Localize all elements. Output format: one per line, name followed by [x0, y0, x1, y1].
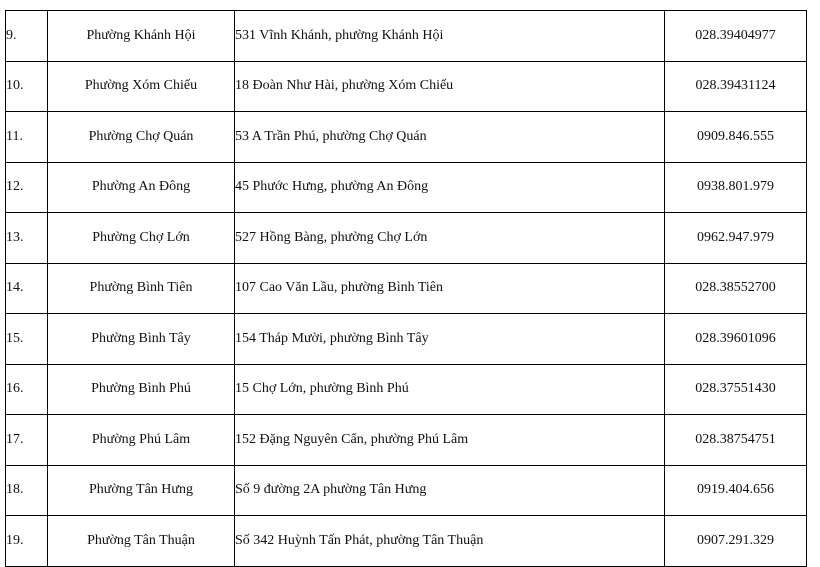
table-row — [6, 61, 807, 112]
ward-phone: 028.37551430 — [665, 364, 807, 415]
ward-name: Phường Tân Thuận — [48, 516, 235, 567]
row-number: 18. — [6, 465, 48, 516]
row-number: 16. — [6, 364, 48, 415]
ward-phone: 028.39601096 — [665, 314, 807, 365]
ward-name: Phường Tân Hưng — [48, 465, 235, 516]
row-number: 15. — [6, 314, 48, 365]
table-row — [6, 516, 807, 567]
ward-address: 53 A Trần Phú, phường Chợ Quán — [235, 112, 665, 163]
ward-name: Phường Bình Tây — [48, 314, 235, 365]
ward-phone: 028.39404977 — [665, 11, 807, 62]
ward-phone: 028.39431124 — [665, 61, 807, 112]
ward-name: Phường Chợ Quán — [48, 112, 235, 163]
ward-address: 527 Hồng Bàng, phường Chợ Lớn — [235, 213, 665, 264]
row-number: 10. — [6, 61, 48, 112]
ward-name: Phường An Đông — [48, 162, 235, 213]
ward-phone: 0938.801.979 — [665, 162, 807, 213]
table-row — [6, 11, 807, 62]
row-number: 13. — [6, 213, 48, 264]
ward-name: Phường Bình Phú — [48, 364, 235, 415]
table-row — [6, 314, 807, 365]
table-row — [6, 112, 807, 163]
row-number: 17. — [6, 415, 48, 466]
ward-address: 531 Vĩnh Khánh, phường Khánh Hội — [235, 11, 665, 62]
row-number: 12. — [6, 162, 48, 213]
ward-phone: 0962.947.979 — [665, 213, 807, 264]
ward-phone: 0907.291.329 — [665, 516, 807, 567]
row-number: 9. — [6, 11, 48, 62]
ward-name: Phường Chợ Lớn — [48, 213, 235, 264]
table-row — [6, 465, 807, 516]
ward-phone: 028.38754751 — [665, 415, 807, 466]
ward-address: Số 9 đường 2A phường Tân Hưng — [235, 465, 665, 516]
ward-phone: 0919.404.656 — [665, 465, 807, 516]
ward-phone: 0909.846.555 — [665, 112, 807, 163]
ward-address: 15 Chợ Lớn, phường Bình Phú — [235, 364, 665, 415]
ward-name: Phường Bình Tiên — [48, 263, 235, 314]
ward-name: Phường Phú Lâm — [48, 415, 235, 466]
ward-address: 45 Phước Hưng, phường An Đông — [235, 162, 665, 213]
table-row — [6, 162, 807, 213]
table-row — [6, 263, 807, 314]
table-row — [6, 364, 807, 415]
table-row — [6, 213, 807, 264]
row-number: 11. — [6, 112, 48, 163]
ward-address: 152 Đặng Nguyên Cẩn, phường Phú Lâm — [235, 415, 665, 466]
ward-name: Phường Xóm Chiếu — [48, 61, 235, 112]
row-number: 14. — [6, 263, 48, 314]
ward-address: Số 342 Huỳnh Tấn Phát, phường Tân Thuận — [235, 516, 665, 567]
ward-address: 107 Cao Văn Lầu, phường Bình Tiên — [235, 263, 665, 314]
table-row — [6, 415, 807, 466]
ward-address: 154 Tháp Mười, phường Bình Tây — [235, 314, 665, 365]
row-number: 19. — [6, 516, 48, 567]
ward-phone: 028.38552700 — [665, 263, 807, 314]
ward-name: Phường Khánh Hội — [48, 11, 235, 62]
ward-address: 18 Đoàn Như Hài, phường Xóm Chiếu — [235, 61, 665, 112]
ward-contact-table — [5, 10, 807, 567]
